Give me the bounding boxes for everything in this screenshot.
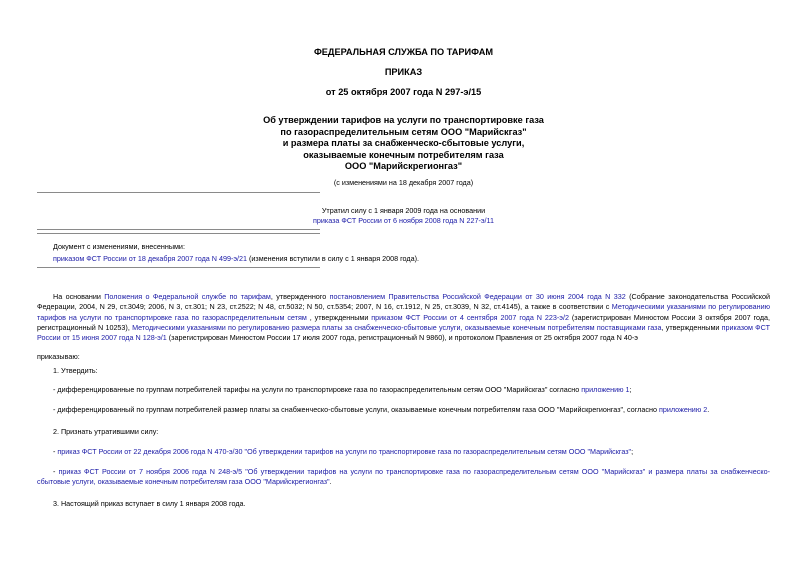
basis-text: , утвержденными [661, 322, 722, 332]
basis-text: (зарегистрирован Минюстом России 3 октября 2007 года, регистрационный N 10253), [37, 312, 771, 332]
item-text: - дифференцированный по группам потребителей размер платы за снабженческо-сбытовые услуги, оказываемые конечным потребителям газа ООО "Марийскрегионгаз", согласно [53, 405, 659, 414]
item-text: - дифференцированные по группам потребителей тарифы на услуги по транспортировке газа по газораспределительным сетям ООО "Марийскгаз" согласно [53, 385, 582, 394]
basis-text: (зарегистрирован Минюстом России 17 июля 2007 года, регистрационный N 9860), и протоколом Правления от 25 октября 2007 года N 40-э [166, 333, 638, 343]
item-1a [53, 385, 770, 395]
item-3: 3. Настоящий приказ вступает в силу 1 января 2008 года. [53, 499, 246, 508]
appendix-2-link[interactable]: приложению 2 [658, 405, 708, 414]
subject-line: ООО "Марийскрегионгаз" [344, 161, 463, 172]
transport-guidelines-link[interactable]: Методическими указаниями по регулированию тарифов на услуги по транспортировке газа по газораспределительным сетям [37, 302, 770, 322]
order-128-link[interactable]: приказом ФСТ России от 15 июня 2007 года N 128-э/1 [37, 322, 770, 343]
changes-note-tail: (изменения вступили в силу с 1 января 2008 года). [247, 253, 419, 263]
subject-line: оказываемые конечным потребителям газа [303, 149, 504, 160]
item-text: ; [629, 385, 632, 394]
subject-line: и размера платы за снабженческо-сбытовые услуги, [282, 138, 525, 149]
expired-note-text: Утратил силу с 1 января 2009 года на основании [321, 206, 486, 215]
subject-line: по газораспределительным сетям ООО "Марийскгаз" [280, 126, 527, 137]
fst-regulation-link[interactable]: Положения о Федеральной службе по тарифам [104, 292, 271, 301]
item-text: ; [631, 447, 634, 456]
doc-date-number: от 25 октября 2007 года N 297-э/15 [325, 87, 482, 97]
appendix-1-link[interactable]: приложению 1 [581, 385, 630, 394]
basis-text: , утвержденными [306, 312, 372, 322]
doc-type-heading: ПРИКАЗ [384, 67, 423, 77]
divider [37, 233, 320, 234]
changes-note [53, 242, 653, 263]
divider [37, 229, 320, 230]
item-text: . [707, 405, 710, 414]
item-2b [37, 467, 770, 488]
divider [37, 192, 320, 193]
order-248-link[interactable]: приказ ФСТ России от 7 ноября 2006 года N 248-э/5 "Об утверждении тарифов на услуги по транспортировке газа по газораспределительным сетям ООО "Марийскгаз" и размера платы за снабженческо-сбытовые услуги, оказываемые конечным потребителям газа ООО "Марийскрегионгаз" [37, 467, 771, 487]
basis-text: , утвержденного [270, 292, 330, 301]
item-text: - [53, 467, 59, 476]
basis-paragraph [37, 292, 770, 343]
divider [37, 267, 320, 268]
changes-note-line [53, 254, 653, 264]
government-decree-link[interactable]: постановлением Правительства Российской Федерации от 30 июня 2004 года N 332 [329, 292, 626, 301]
basis-text: (Собрание законодательства Российской Федерации, 2004, N 29, ст.3049; 2006, N 3, ст.301; N 23, ст.2522; N 48, ст.5032; N 50, ст.5354; 2007, N 16, ст.1912, N 25, ст.3039, N 32, ст.4145), а также в соответствии с [37, 292, 770, 312]
expired-note [0, 206, 807, 225]
order-word: приказываю: [37, 352, 80, 361]
order-470-link[interactable]: приказ ФСТ России от 22 декабря 2006 года N 470-э/30 "Об утверждении тарифов на услуги по транспортировке газа по газораспределительным сетям ООО "Марийскгаз" [57, 447, 632, 456]
subject-line: Об утверждении тарифов на услуги по транспортировке газа [263, 115, 544, 125]
item-1-heading: 1. Утвердить: [53, 366, 98, 375]
document-subject [0, 115, 807, 173]
expired-basis-link[interactable]: приказа ФСТ России от 6 ноября 2008 года N 227-э/11 [313, 215, 494, 225]
basis-text: На основании [53, 292, 105, 301]
item-2-heading: 2. Признать утратившими силу: [53, 427, 159, 436]
order-223-link[interactable]: приказом ФСТ России от 4 сентября 2007 года N 223-э/2 [371, 312, 569, 322]
item-2a [53, 447, 770, 457]
changes-note-text: Документ с изменениями, внесенными: [53, 242, 185, 251]
item-text: - [53, 447, 58, 456]
changes-order-link[interactable]: приказом ФСТ России от 18 декабря 2007 года N 499-э/21 [53, 253, 248, 263]
sales-fee-guidelines-link[interactable]: Методическими указаниями по регулированию размера платы за снабженческо-сбытовые услуги, оказываемые конечным потребителям поставщиками газа [132, 322, 662, 332]
amendments-note: (с изменениями на 18 декабря 2007 года) [333, 178, 474, 187]
item-1b [53, 405, 770, 415]
agency-heading: ФЕДЕРАЛЬНАЯ СЛУЖБА ПО ТАРИФАМ [313, 47, 494, 57]
item-text: . [329, 477, 332, 487]
